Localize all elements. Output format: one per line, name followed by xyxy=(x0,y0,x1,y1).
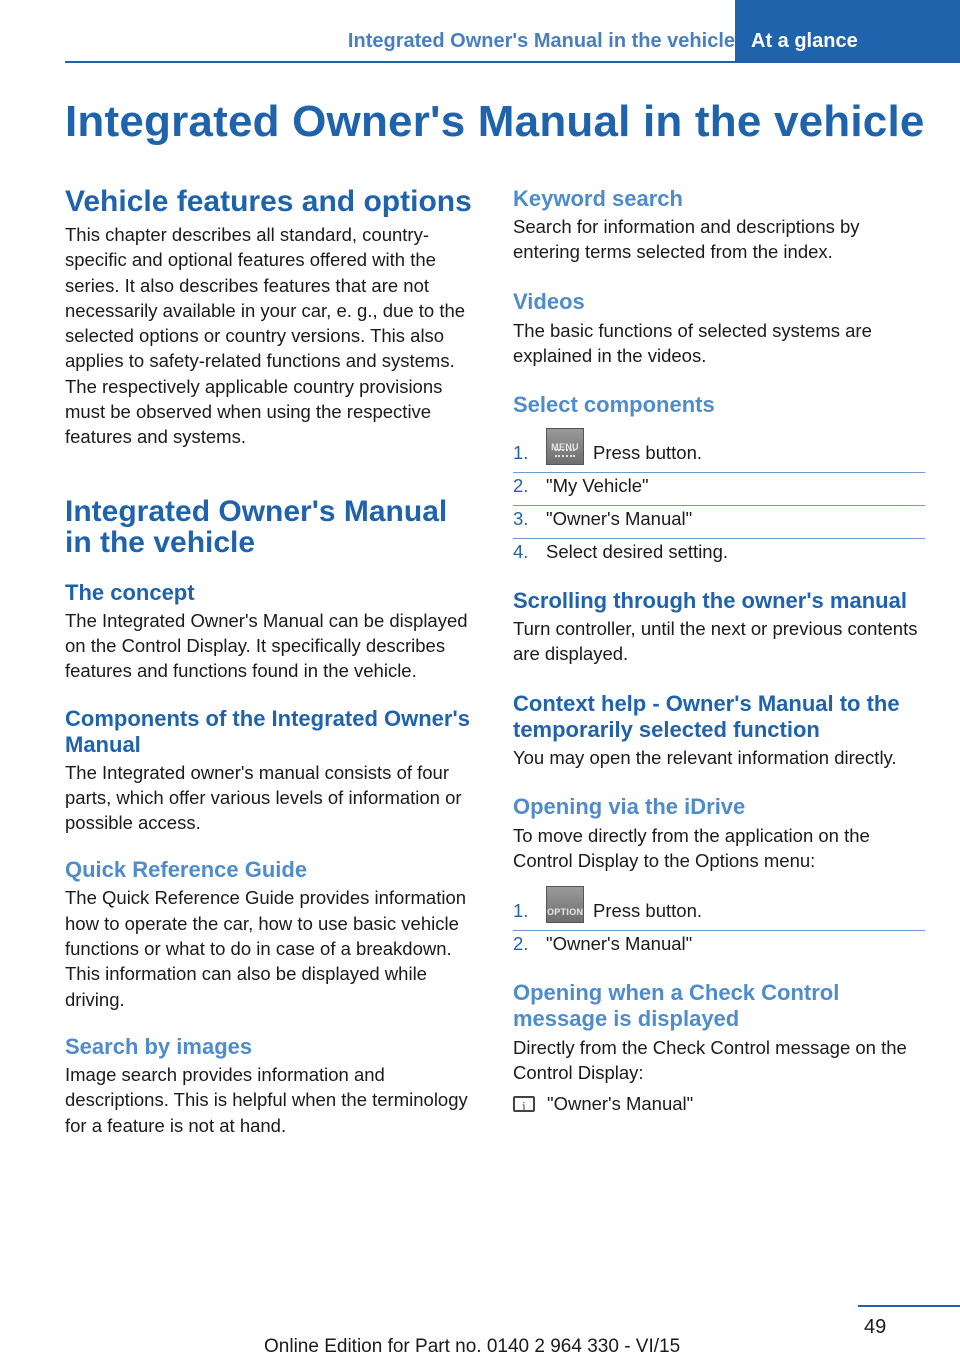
header-rule xyxy=(65,61,960,63)
vehicle-features-text: This chapter describes all standard, country-specific and optional features offered with the series. It also describes features that are not necessarily available in your car, e. g., due to the selected options or country versions. This also applies to safety-related functions and systems. The respectively applicable country provisions must be observed when using the respective features and systems. xyxy=(65,224,466,448)
heading-quick-reference-guide: Quick Reference Guide xyxy=(65,857,308,883)
select-components-steps xyxy=(513,428,925,564)
step-number: 2. xyxy=(513,932,529,954)
option-button-icon: OPTION xyxy=(546,886,584,923)
step-text: "My Vehicle" xyxy=(546,475,649,497)
concept-text: The Integrated Owner's Manual can be displayed on the Control Display. It specifically describes features and functions found in the vehicle. xyxy=(65,609,468,682)
check-control-item xyxy=(513,1091,925,1116)
heading-integrated-owners-manual: Integrated Owner's Manual in the vehicle xyxy=(65,494,448,559)
heading-components: Components of the Integrated Owner's Manual xyxy=(65,705,470,757)
keyword-search-text: Search for information and descriptions by entering terms selected from the index. xyxy=(513,216,860,263)
page-header xyxy=(0,0,960,62)
step-text: Select desired setting. xyxy=(546,541,729,563)
footer-rule xyxy=(858,1305,960,1307)
step-number: 1. xyxy=(513,442,529,464)
heading-keyword-search: Keyword search xyxy=(513,186,683,211)
components-text: The Integrated owner's manual consists of four parts, which offer various levels of information or possible access. xyxy=(65,761,462,834)
heading-search-by-images: Search by images xyxy=(65,1033,253,1059)
heading-videos: Videos xyxy=(513,288,585,314)
search-by-images-text: Image search provides information and descriptions. This is helpful when the terminology for a feature is not at hand. xyxy=(65,1063,468,1136)
check-control-text: Directly from the Check Control message on the Control Display: xyxy=(513,1036,907,1083)
step-text: Press button. xyxy=(593,899,703,921)
heading-check-control: Opening when a Check Control message is displayed xyxy=(513,979,840,1031)
menu-button-icon: MENU xyxy=(546,428,584,465)
page-title: Integrated Owner's Manual in the vehicle xyxy=(65,97,925,146)
header-section-title: Integrated Owner's Manual in the vehicle xyxy=(347,30,735,52)
right-column xyxy=(513,186,925,1116)
step-text: Press button. xyxy=(593,442,703,464)
heading-the-concept: The concept xyxy=(65,579,195,605)
opening-via-idrive-text: To move directly from the application on the Control Display to the Options menu: xyxy=(513,825,870,872)
list-item xyxy=(513,538,925,564)
videos-text: The basic functions of selected systems are explained in the videos. xyxy=(513,319,872,366)
edition-note: Online Edition for Part no. 0140 2 964 330 - VI/15 xyxy=(264,1336,681,1357)
quick-reference-guide-text: The Quick Reference Guide provides information how to operate the car, how to use basic vehicle functions or what to do in case of a breakdown. This information can also be displayed while driving. xyxy=(65,887,467,1010)
header-chapter-tab: At a glance xyxy=(735,0,960,62)
list-item xyxy=(513,886,925,923)
list-item xyxy=(513,505,925,531)
page-number: 49 xyxy=(864,1316,887,1338)
step-number: 3. xyxy=(513,508,529,530)
check-control-item-text: "Owner's Manual" xyxy=(547,1093,694,1115)
check-control-info-icon xyxy=(513,1096,535,1112)
step-text: "Owner's Manual" xyxy=(546,932,693,954)
idrive-steps xyxy=(513,886,925,956)
heading-scrolling: Scrolling through the owner's manual xyxy=(513,588,907,614)
left-column xyxy=(65,186,475,1138)
context-help-text: You may open the relevant information directly. xyxy=(513,746,897,768)
scrolling-text: Turn controller, until the next or previous contents are displayed. xyxy=(513,618,918,665)
heading-vehicle-features: Vehicle features and options xyxy=(65,185,472,218)
step-number: 4. xyxy=(513,541,529,563)
step-number: 1. xyxy=(513,899,529,921)
step-number: 2. xyxy=(513,475,529,497)
list-item xyxy=(513,428,925,465)
step-text: "Owner's Manual" xyxy=(546,508,693,530)
heading-opening-via-idrive: Opening via the iDrive xyxy=(513,794,746,820)
list-item xyxy=(513,930,925,956)
heading-context-help: Context help - Owner's Manual to the temporarily selected function xyxy=(513,690,900,742)
heading-select-components: Select components xyxy=(513,392,715,418)
list-item xyxy=(513,472,925,498)
